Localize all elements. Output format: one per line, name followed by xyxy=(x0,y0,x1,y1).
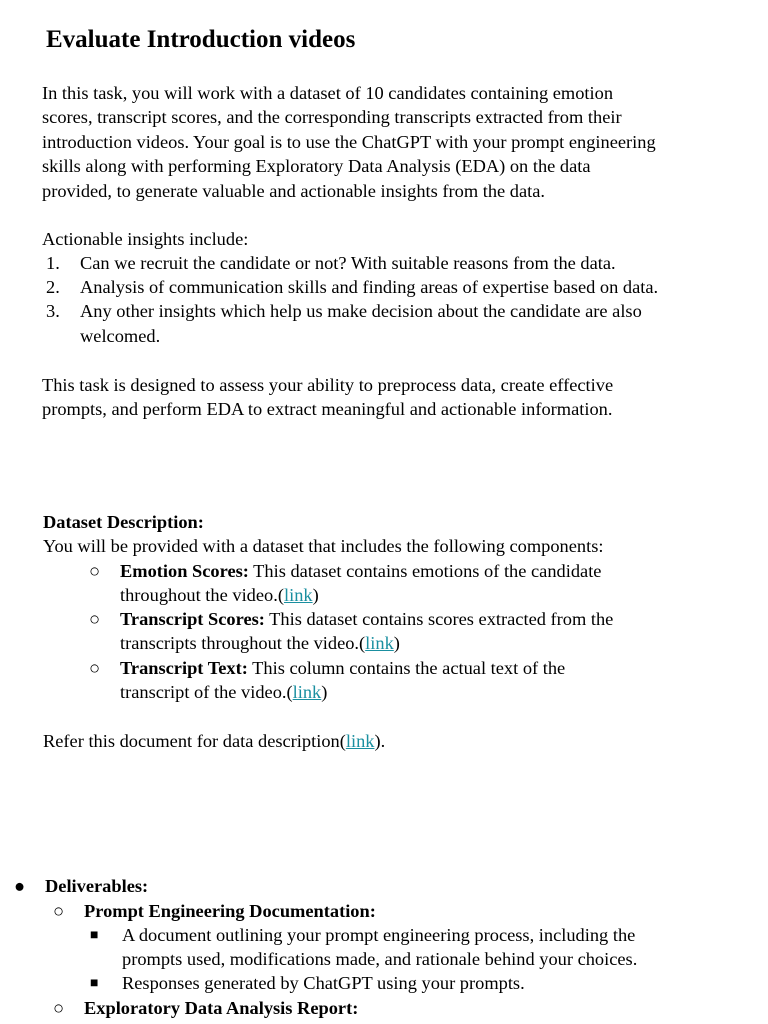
prompt-engineering-heading: Prompt Engineering Documentation: xyxy=(84,901,376,921)
purpose-paragraph xyxy=(42,373,613,422)
purpose-line: This task is designed to assess your ability to preprocess data, create effective xyxy=(42,375,614,395)
intro-line: skills along with performing Exploratory Data Analysis (EDA) on the data xyxy=(42,156,591,177)
refer-text: Refer this document for data description( xyxy=(43,731,346,751)
circle-bullet: ○ xyxy=(89,658,101,678)
component-text: This column contains the actual text of the xyxy=(247,658,566,678)
transcript-text-link[interactable]: link xyxy=(292,682,322,703)
list-number: 3. xyxy=(46,301,60,321)
insights-heading: Actionable insights include: xyxy=(42,229,249,249)
list-item: Can we recruit the candidate or not? With suitable reasons from the data. xyxy=(80,253,616,273)
transcript-scores-link[interactable]: link xyxy=(365,633,394,654)
circle-bullet: ○ xyxy=(89,609,101,629)
component-transcript-text xyxy=(120,656,565,705)
circle-bullet: ○ xyxy=(53,998,65,1018)
intro-line: In this task, you will work with a dataset of 10 candidates containing emotion xyxy=(42,83,614,103)
square-bullet: ■ xyxy=(90,928,99,943)
intro-line: provided, to generate valuable and actionable insights from the data. xyxy=(42,180,546,201)
intro-line: introduction videos. Your goal is to use the ChatGPT with your prompt engineering xyxy=(42,131,656,152)
component-label: Transcript Scores: xyxy=(120,609,265,629)
deliverables-heading: Deliverables: xyxy=(45,876,149,896)
component-text: ) xyxy=(312,585,319,606)
emotion-scores-link[interactable]: link xyxy=(283,585,313,606)
component-text: ) xyxy=(321,682,328,703)
data-description-link[interactable]: link xyxy=(345,731,375,751)
page-title: Evaluate Introduction videos xyxy=(46,26,356,53)
refer-line xyxy=(43,729,385,753)
component-label: Transcript Text: xyxy=(120,658,248,678)
component-text: ) xyxy=(393,633,400,654)
dataset-heading: Dataset Description: xyxy=(43,512,204,532)
component-text: transcripts throughout the video.( xyxy=(120,633,366,654)
list-number: 2. xyxy=(46,277,60,297)
component-transcript-scores xyxy=(120,607,613,656)
component-label: Emotion Scores: xyxy=(120,561,249,581)
deliverable-item: A document outlining your prompt engineering process, including the prompts used, modifications made, and rationale behind your choices. xyxy=(122,925,638,970)
component-text: transcript of the video.( xyxy=(120,682,293,703)
circle-bullet: ○ xyxy=(89,561,101,581)
purpose-line: prompts, and perform EDA to extract meaningful and actionable information. xyxy=(42,399,613,420)
circle-bullet: ○ xyxy=(53,901,65,921)
component-text: This dataset contains scores extracted from the xyxy=(264,609,614,629)
dataset-intro: You will be provided with a dataset that includes the following components: xyxy=(43,536,604,556)
intro-line: scores, transcript scores, and the corresponding transcripts extracted from their xyxy=(42,107,622,128)
list-number: 1. xyxy=(46,253,60,273)
list-item: welcomed. xyxy=(80,326,161,346)
component-text: throughout the video.( xyxy=(120,585,284,606)
filled-bullet: ● xyxy=(14,876,26,896)
intro-paragraph xyxy=(42,81,656,203)
list-item: Analysis of communication skills and finding areas of expertise based on data. xyxy=(80,277,659,297)
refer-text: ). xyxy=(374,731,386,751)
component-emotion-scores xyxy=(120,559,601,608)
eda-report-heading: Exploratory Data Analysis Report: xyxy=(84,998,359,1018)
component-text: This dataset contains emotions of the candidate xyxy=(248,561,602,581)
list-item: Any other insights which help us make decision about the candidate are also xyxy=(80,301,642,321)
square-bullet: ■ xyxy=(90,976,99,991)
deliverable-item: Responses generated by ChatGPT using your prompts. xyxy=(122,973,525,993)
